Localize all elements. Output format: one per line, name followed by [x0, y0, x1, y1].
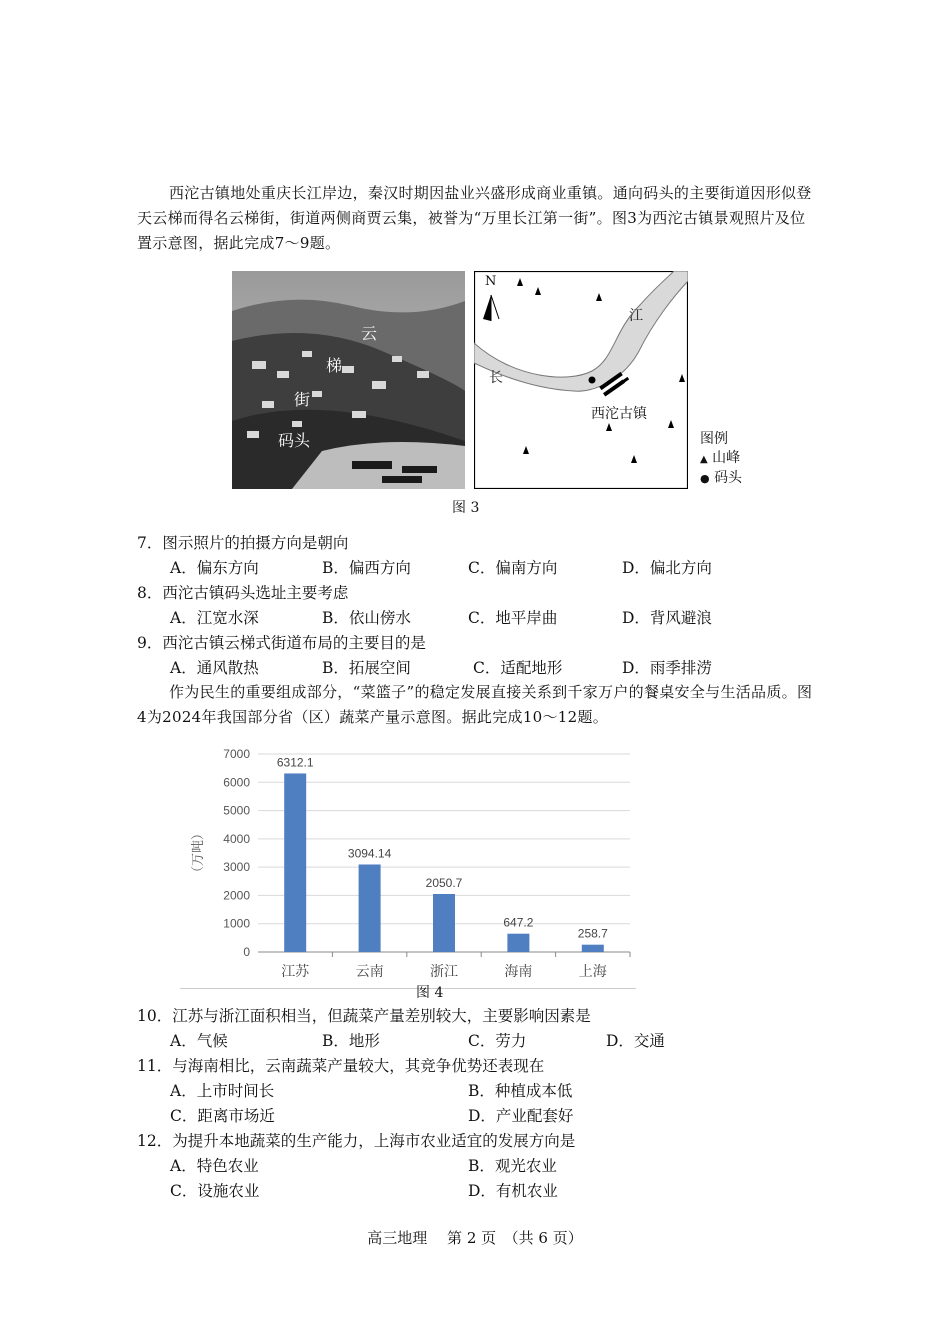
dock-legend-icon: ●: [700, 472, 710, 485]
legend-title: 图例: [700, 431, 728, 447]
y-tick-label: 3000: [223, 860, 250, 875]
q11-option-c: C．距离市场近: [170, 1107, 275, 1125]
y-axis-label: （万吨）: [191, 826, 206, 880]
q7-option-b: B．偏西方向: [322, 559, 411, 577]
q10-option-d: D．交通: [606, 1032, 665, 1050]
peak-legend-icon: ▲: [700, 454, 708, 465]
bar-3: [433, 894, 455, 952]
q8-option-d: D．背风避浪: [622, 609, 712, 627]
q12-option-a: A．特色农业: [170, 1157, 259, 1175]
q9-option-c: C．适配地形: [473, 659, 563, 677]
q12-option-d: D．有机农业: [468, 1182, 558, 1200]
question-9: 9．西沱古镇云梯式街道布局的主要目的是: [137, 634, 426, 652]
q9-option-d: D．雨季排涝: [622, 659, 712, 677]
q11-option-a: A．上市时间长: [170, 1082, 275, 1100]
y-tick-label: 5000: [223, 803, 250, 818]
data-label: 258.7: [577, 926, 608, 941]
q8-option-a: A．江宽水深: [170, 609, 259, 627]
bar-2: [359, 864, 381, 952]
figure-4-caption: 图 4: [416, 985, 444, 1001]
location-map: [474, 271, 688, 489]
photo-label-ti: 梯: [326, 356, 343, 375]
map-town-label: 西沱古镇: [591, 406, 647, 422]
q10-option-b: B．地形: [322, 1032, 380, 1050]
data-label: 6312.1: [276, 755, 314, 770]
bar-5: [582, 945, 604, 952]
map-north-label: N: [485, 274, 497, 289]
bar-4: [507, 934, 529, 952]
legend-peak: 山峰: [712, 450, 741, 466]
q12-option-b: B．观光农业: [468, 1157, 557, 1175]
q12-option-c: C．设施农业: [170, 1182, 260, 1200]
question-7: 7．图示照片的拍摄方向是朝向: [137, 534, 349, 552]
x-tick-label: 江苏: [281, 964, 310, 980]
passage-1: 西沱古镇地处重庆长江岸边，秦汉时期因盐业兴盛形成商业重镇。通向码头的主要街道因形似登天云梯而得名云梯街，街道两侧商贾云集，被誉为“万里长江第一街”。图3为西沱古镇景观照片及位置示意图，据此完成7～9题。: [137, 184, 812, 252]
xituo-town-photo: [232, 271, 465, 489]
vegetable-output-chart: [180, 742, 640, 992]
question-11: 11．与海南相比，云南蔬菜产量较大，其竞争优势还表现在: [137, 1057, 545, 1075]
passage-2: 作为民生的重要组成部分，“菜篮子”的稳定发展直接关系到千家万户的餐桌安全与生活品质。图4为2024年我国部分省（区）蔬菜产量示意图。据此完成10～12题。: [137, 683, 813, 726]
q11-option-b: B．种植成本低: [468, 1082, 573, 1100]
x-tick-label: 浙江: [430, 964, 458, 980]
y-tick-label: 7000: [223, 747, 250, 761]
q8-option-b: B．依山傍水: [322, 609, 411, 627]
y-tick-label: 2000: [223, 888, 250, 903]
q9-option-b: B．拓展空间: [322, 659, 411, 677]
q7-option-d: D．偏北方向: [622, 559, 712, 577]
q8-option-c: C．地平岸曲: [468, 609, 558, 627]
map-river-label-chang: 长: [489, 370, 503, 386]
y-tick-label: 4000: [223, 831, 250, 846]
x-tick-label: 云南: [355, 964, 384, 980]
data-label: 2050.7: [425, 875, 463, 890]
q11-option-d: D．产业配套好: [468, 1107, 574, 1125]
x-tick-label: 上海: [578, 964, 607, 980]
bar-1: [284, 773, 306, 952]
y-tick-label: 6000: [223, 775, 250, 790]
x-tick-label: 海南: [504, 964, 533, 980]
figure-3-caption: 图 3: [452, 500, 480, 516]
photo-label-matou: 码头: [278, 431, 311, 450]
q10-option-c: C．劳力: [468, 1032, 527, 1050]
legend-dock: 码头: [714, 470, 743, 486]
map-legend: [700, 430, 742, 488]
photo-label-yun: 云: [361, 324, 378, 343]
question-10: 10．江苏与浙江面积相当，但蔬菜产量差别较大，主要影响因素是: [137, 1007, 591, 1025]
q7-option-c: C．偏南方向: [468, 559, 558, 577]
data-label: 647.2: [503, 915, 534, 930]
question-8: 8．西沱古镇码头选址主要考虑: [137, 584, 349, 602]
data-label: 3094.14: [347, 846, 392, 861]
q7-option-a: A．偏东方向: [170, 559, 259, 577]
photo-label-jie: 街: [294, 390, 311, 409]
y-tick-label: 1000: [223, 916, 250, 931]
page-footer: 高三地理 第 2 页 （共 6 页）: [367, 1229, 583, 1247]
q9-option-a: A．通风散热: [170, 659, 259, 677]
dock-marker: [589, 377, 596, 384]
question-12: 12．为提升本地蔬菜的生产能力，上海市农业适宜的发展方向是: [137, 1132, 576, 1150]
q10-option-a: A．气候: [170, 1032, 228, 1050]
y-tick-label: 0: [243, 945, 250, 959]
chart-frame-line: [180, 988, 636, 989]
map-river-label-jiang: 江: [629, 308, 643, 324]
